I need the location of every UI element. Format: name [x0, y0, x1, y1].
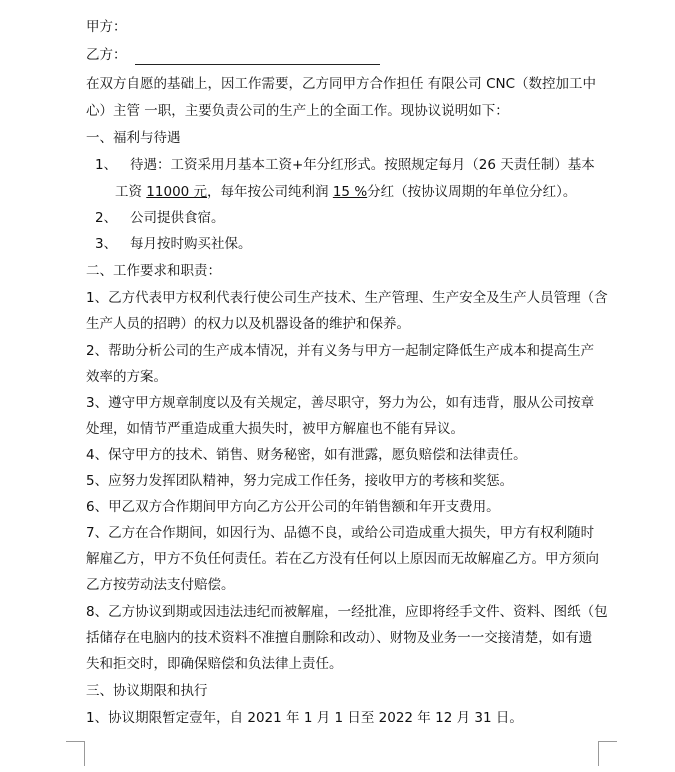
- duty7-line-3: 乙方按劳动法支付赔偿。: [86, 577, 235, 593]
- intro-line-2: 心）主管 一职，主要负责公司的生产上的全面工作。现协议说明如下：: [86, 103, 509, 119]
- duty3-line-1: 3、遵守甲方规章制度以及有关规定，善尽职守，努力为公，如有违背，服从公司按章: [86, 395, 595, 411]
- duty8-line-2: 括储存在电脑内的技术资料不准擅自删除和改动）、财物及业务一一交接清楚，如有遗: [86, 630, 593, 646]
- duty2-line-1: 2、帮助分析公司的生产成本情况，并有义务与甲方一起制定降低生产成本和提高生产: [86, 343, 595, 359]
- crop-mark-left: [66, 741, 85, 766]
- duty3-line-2: 处理，如情节严重造成重大损失时，被甲方解雇也不能有异议。: [86, 421, 464, 437]
- term-clause: 1、协议期限暂定壹年，自 2021 年 1 月 1 日至 2022 年 12 月 31 日。: [86, 710, 523, 726]
- item3-number: 3、: [95, 236, 118, 252]
- duty7-line-1: 7、乙方在合作期间，如因行为、品德不良，或给公司造成重大损失，甲方有权利随时: [86, 525, 595, 541]
- duty8-line-1: 8、乙方协议到期或因违法违纪而被解雇，一经批准，应即将经手文件、资料、图纸（包: [86, 604, 608, 620]
- crop-mark-right: [598, 741, 617, 766]
- duty6: 6、甲乙双方合作期间甲方向乙方公开公司的年销售额和年开支费用。: [86, 499, 500, 515]
- item1-text-a: 工资: [115, 184, 147, 200]
- party-b-signature-line: [135, 64, 380, 65]
- section1-heading: 一、福利与待遇: [86, 130, 181, 146]
- intro-line-1: 在双方自愿的基础上，因工作需要，乙方同甲方合作担任 有限公司 CNC（数控加工中: [86, 76, 597, 92]
- item1-line-2: [115, 183, 576, 201]
- item1-number: 1、: [95, 157, 118, 173]
- duty7-line-2: 解雇乙方，甲方不负任何责任。若在乙方没有任何以上原因而无故解雇乙方。甲方须向: [86, 551, 599, 567]
- duty5: 5、应努力发挥团队精神，努力完成工作任务，接收甲方的考核和奖惩。: [86, 473, 514, 489]
- profit-share-percent: 15 %: [332, 184, 368, 200]
- duty4: 4、保守甲方的技术、销售、财务秘密，如有泄露，愿负赔偿和法律责任。: [86, 447, 527, 463]
- item1-text-c: 分红（按协议周期的年单位分红）。: [367, 184, 577, 200]
- item2-number: 2、: [95, 210, 118, 226]
- item3-text: 每月按时购买社保。: [130, 236, 252, 252]
- section3-heading: 三、协议期限和执行: [86, 683, 208, 699]
- item1-text-b: ，每年按公司纯利润: [207, 184, 333, 200]
- party-b-label: 乙方：: [86, 47, 127, 63]
- duty1-line-1: 1、乙方代表甲方权利代表行使公司生产技术、生产管理、生产安全及生产人员管理（含: [86, 290, 608, 306]
- duty2-line-2: 效率的方案。: [86, 369, 167, 385]
- party-a-label: 甲方：: [86, 19, 127, 35]
- duty1-line-2: 生产人员的招聘）的权力以及机器设备的维护和保养。: [86, 316, 410, 332]
- duty8-line-3: 失和拒交时，即确保赔偿和负法律上责任。: [86, 656, 343, 672]
- item1-line-1: 待遇：工资采用月基本工资+年分红形式。按照规定每月（26 天责任制）基本: [130, 157, 595, 173]
- salary-value: 11000 元: [146, 184, 208, 200]
- section2-heading: 二、工作要求和职责：: [86, 263, 221, 279]
- item2-text: 公司提供食宿。: [130, 210, 225, 226]
